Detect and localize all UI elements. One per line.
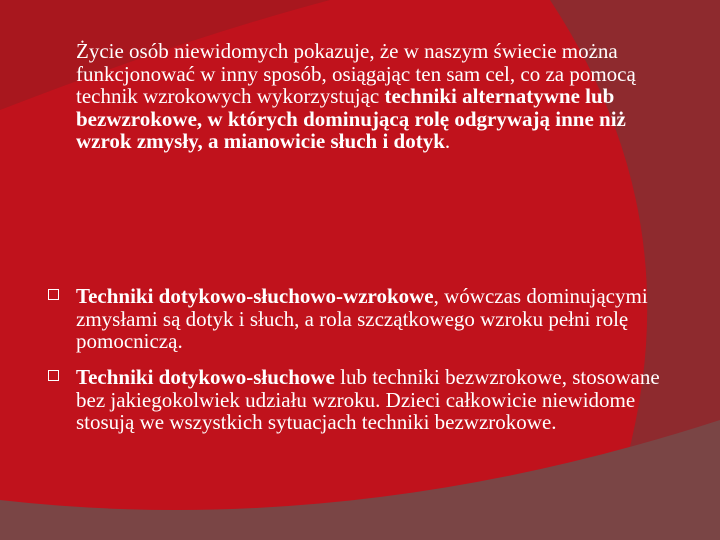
intro-emphasis: techniki alternatywne lub bezwzrokowe, w których dominującą rolę odgrywają inne niż wzrok zmysły, a mianowicie słuch i dotyk xyxy=(76,84,626,153)
square-bullet-icon xyxy=(48,370,59,381)
bullet-term: Techniki dotykowo-słuchowo-wzrokowe xyxy=(76,284,434,308)
intro-end: . xyxy=(444,129,451,153)
bullet-item xyxy=(76,366,676,434)
bullet-text: lub techniki bezwzrokowe, stosowane bez jakiegokolwiek udziału wzroku. Dzieci całkowicie niewidome stosują we wszystkich sytuacjach techniki bezwzrokowe. xyxy=(76,365,660,434)
square-bullet-icon xyxy=(48,289,59,300)
bullet-text: , wówczas dominującymi zmysłami są dotyk i słuch, a rola szczątkowego wzroku pełni rolę pomocniczą. xyxy=(76,284,648,353)
bullet-term: Techniki dotykowo-słuchowe xyxy=(76,365,335,389)
intro-paragraph xyxy=(76,40,656,153)
bullet-item xyxy=(76,285,676,353)
intro-text: Życie osób niewidomych pokazuje, że w naszym świecie można funkcjonować w inny sposób, osiągając ten sam cel, co za pomocą technik wzrokowych wykorzystując xyxy=(76,39,636,108)
